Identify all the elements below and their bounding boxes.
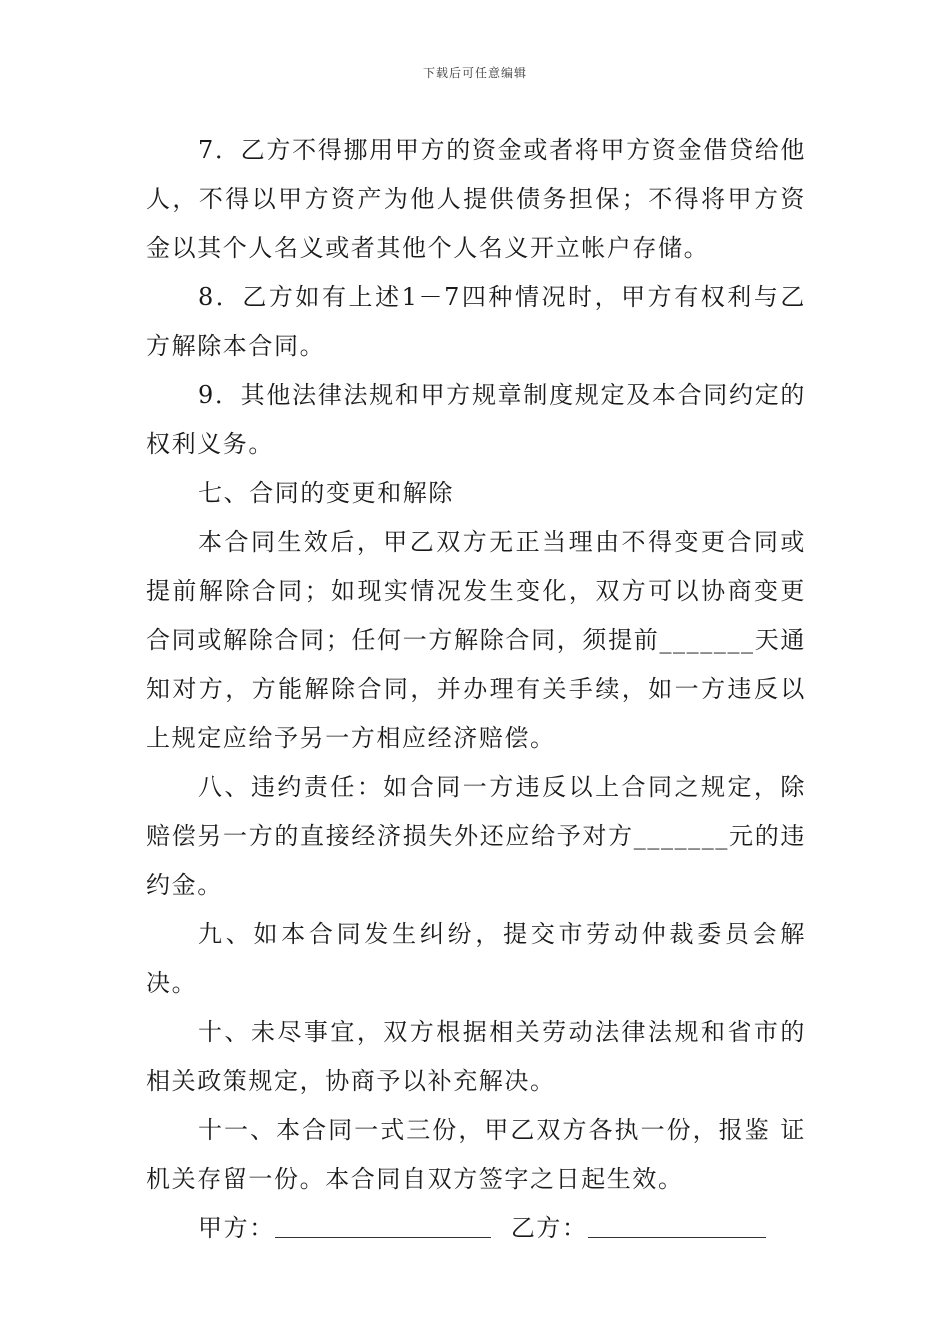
section-11-copies: 十一、本合同一式三份，甲乙双方各执一份，报鉴 证机关存留一份。本合同自双方签字之日起生效。 xyxy=(146,1116,806,1193)
clause-7: 7．乙方不得挪用甲方的资金或者将甲方资金借贷给他人，不得以甲方资产为他人提供债务担保；不得将甲方资金以其个人名义或者其他个人名义开立帐户存储。 xyxy=(146,136,806,262)
header-note: 下载后可任意编辑 xyxy=(422,66,527,80)
party-b-signature-line xyxy=(588,1213,766,1238)
document-body xyxy=(146,126,806,1253)
section-10-supplement: 十、未尽事宜，双方根据相关劳动法律法规和省市的相关政策规定，协商予以补充解决。 xyxy=(146,1018,806,1095)
clause-8: 8．乙方如有上述1－7四种情况时，甲方有权利与乙方解除本合同。 xyxy=(146,283,806,360)
section-7-body: 本合同生效后，甲乙双方无正当理由不得变更合同或提前解除合同；如现实情况发生变化，双方可以协商变更合同或解除合同；任何一方解除合同，须提前_______天通知对方，方能解除合同，并办理有关手续，如一方违反以上规定应给予另一方相应经济赔偿。 xyxy=(146,528,806,752)
section-heading-7: 七、合同的变更和解除 xyxy=(198,479,454,507)
signature-row xyxy=(146,1204,806,1253)
party-a-label: 甲方： xyxy=(198,1214,275,1242)
party-b-label: 乙方： xyxy=(510,1214,588,1242)
section-9-dispute: 九、如本合同发生纠纷，提交市劳动仲裁委员会解决。 xyxy=(146,920,806,997)
party-a-signature-line xyxy=(275,1213,491,1238)
section-8-breach: 八、违约责任：如合同一方违反以上合同之规定，除赔偿另一方的直接经济损失外还应给予对方_______元的违约金。 xyxy=(146,773,806,899)
clause-9: 9．其他法律法规和甲方规章制度规定及本合同约定的权利义务。 xyxy=(146,381,806,458)
